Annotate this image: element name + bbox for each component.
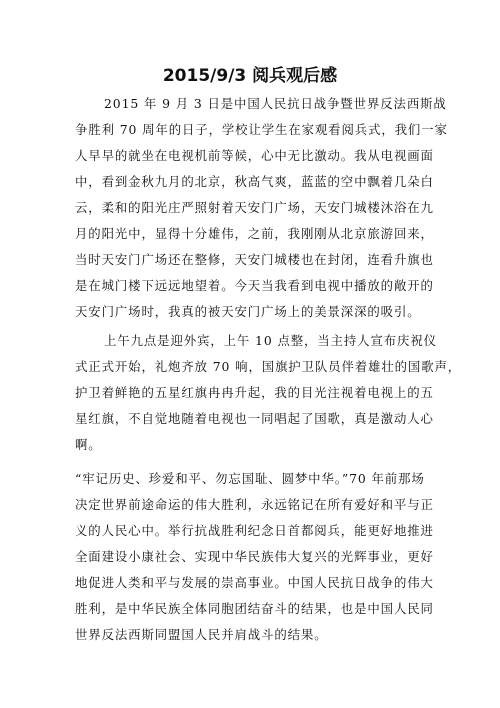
paragraph-1-line-7: 当时天安门广场还在整修，天安门城楼也在封闭，连看升旗也 xyxy=(75,252,434,267)
paragraph-3-line-7: 世界反法西斯同盟国人民并肩战斗的结果。 xyxy=(75,627,328,642)
paragraph-3-line-1: “牢记历史、珍爱和平、勿忘国耻、圆梦中华。”70 年前那场 xyxy=(75,471,425,486)
paragraph-1-line-1: 2015 年 9 月 3 日是中国人民抗日战争暨世界反法西斯战 xyxy=(104,96,447,111)
paragraph-3-line-3: 义的人民心中。举行抗战胜利纪念日首都阅兵，能更好地推进 xyxy=(75,523,434,538)
document-title: 2015/9/3 阅兵观后感 xyxy=(162,66,338,86)
paragraph-2-line-4: 星红旗，不自觉地随着电视也一同唱起了国歌，真是激动人心 xyxy=(75,411,434,426)
paragraph-1-line-6: 月的阳光中，显得十分雄伟，之前，我刚刚从北京旅游回来， xyxy=(75,226,434,241)
paragraph-1-line-2: 争胜利 70 周年的日子，学校让学生在家观看阅兵式，我们一家 xyxy=(75,122,448,137)
paragraph-1-line-8: 是在城门楼下远远地望着。今天当我看到电视中播放的敞开的 xyxy=(75,278,434,293)
paragraph-2-line-5: 啊。 xyxy=(75,437,102,452)
paragraph-2-line-1: 上午九点是迎外宾，上午 10 点整，当主持人宣布庆祝仪 xyxy=(104,333,437,348)
paragraph-1-line-3: 人早早的就坐在电视机前等候，心中无比激动。我从电视画面 xyxy=(75,148,434,163)
paragraph-3-line-2: 决定世界前途命运的伟大胜利，永远铭记在所有爱好和平与正 xyxy=(75,497,434,512)
paragraph-2-line-2: 式正式开始，礼炮齐放 70 响，国旗护卫队员伴着雄壮的国歌声， xyxy=(75,359,462,374)
paragraph-2-line-3: 护卫着鲜艳的五星红旗冉冉升起，我的目光注视着电视上的五 xyxy=(75,385,434,400)
paragraph-1-line-9: 天安门广场时，我真的被天安门广场上的美景深深的吸引。 xyxy=(75,304,421,319)
paragraph-3-line-5: 地促进人类和平与发展的崇高事业。中国人民抗日战争的伟大 xyxy=(75,575,434,590)
paragraph-3-line-6: 胜利，是中华民族全体同胞团结奋斗的结果，也是中国人民同 xyxy=(75,601,434,616)
paragraph-3-line-4: 全面建设小康社会、实现中华民族伟大复兴的光辉事业，更好 xyxy=(75,549,434,564)
paragraph-1-line-5: 云，柔和的阳光庄严照射着天安门广场，天安门城楼沐浴在九 xyxy=(75,200,434,215)
paragraph-1-line-4: 中，看到金秋九月的北京，秋高气爽，蓝蓝的空中飘着几朵白 xyxy=(75,174,434,189)
